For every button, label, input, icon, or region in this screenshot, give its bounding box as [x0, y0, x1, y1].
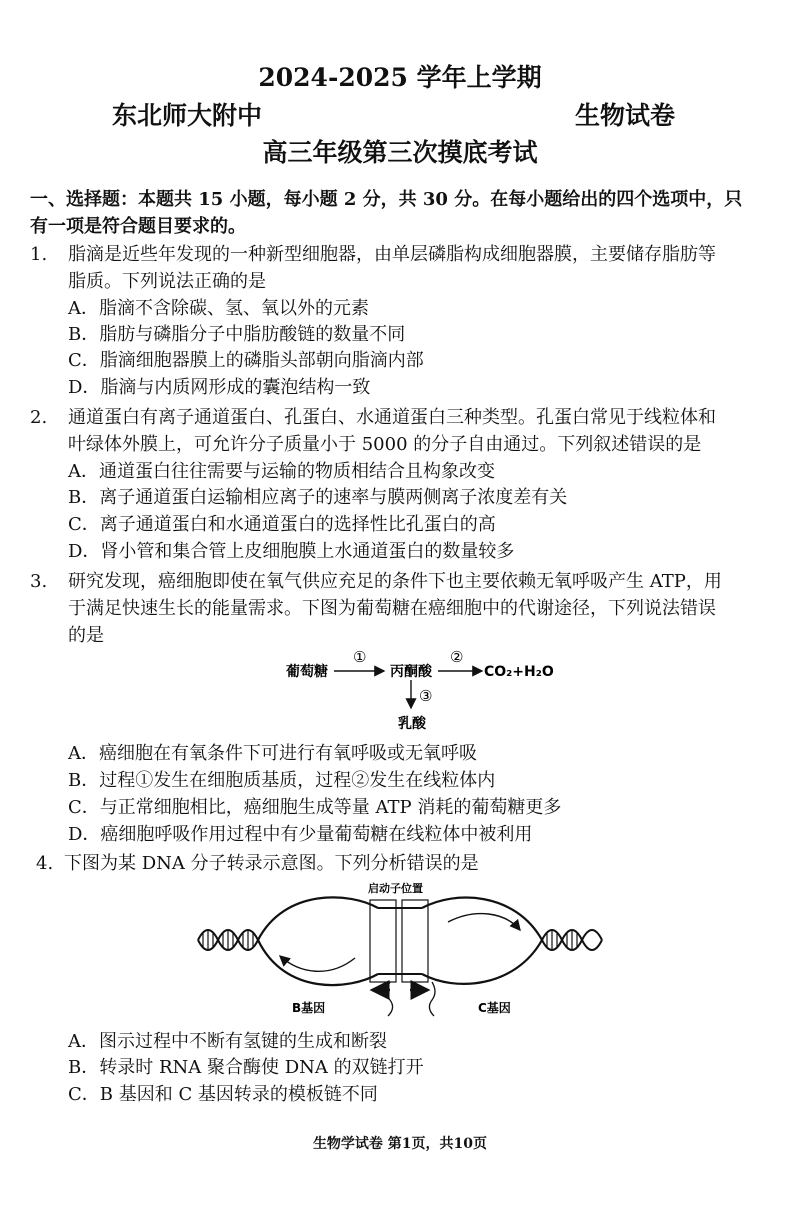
section-heading-line2: 有一项是符合题目要求的。 [30, 216, 246, 237]
step-2-marker: ② [450, 648, 464, 666]
question-number: 2. [30, 407, 48, 428]
rna-arrow-left [280, 956, 355, 971]
question-number: 3. [30, 571, 48, 592]
rna-arrow-right [448, 914, 520, 930]
question-stem-line: 通道蛋白有离子通道蛋白、孔蛋白、水通道蛋白三种类型。孔蛋白常见于线粒体和 [68, 407, 716, 428]
co2-water-label: CO₂+H₂O [484, 664, 554, 680]
school-name: 东北师大附中 [112, 101, 263, 130]
promoter-box-right [402, 900, 428, 982]
bubble-left-top-strand [258, 897, 378, 940]
answer-option: C．与正常细胞相比，癌细胞生成等量 ATP 消耗的葡萄糖更多 [68, 797, 562, 818]
answer-option: D．脂滴与内质网形成的囊泡结构一致 [68, 377, 371, 398]
answer-option: B．转录时 RNA 聚合酶使 DNA 的双链打开 [68, 1057, 424, 1078]
exam-name: 高三年级第三次摸底考试 [262, 138, 538, 167]
subject-name: 生物试卷 [575, 101, 676, 130]
answer-option: C．脂滴细胞器膜上的磷脂头部朝向脂滴内部 [68, 350, 424, 371]
rna-tail-right [429, 982, 435, 1016]
answer-option: B．过程①发生在细胞质基质，过程②发生在线粒体内 [68, 770, 496, 791]
promoter-position-label: 启动子位置 [368, 882, 423, 895]
step-3-marker: ③ [419, 687, 433, 705]
question-stem-line: 叶绿体外膜上，可允许分子质量小于 5000 的分子自由通过。下列叙述错误的是 [68, 434, 702, 455]
question-stem-line: 研究发现，癌细胞即使在氧气供应充足的条件下也主要依赖无氧呼吸产生 ATP，用 [68, 571, 722, 592]
exam-term-title: 2024-2025 学年上学期 [258, 63, 542, 92]
answer-option: B．脂肪与磷脂分子中脂肪酸链的数量不同 [68, 324, 406, 345]
step-1-marker: ① [353, 648, 367, 666]
glucose-label: 葡萄糖 [286, 664, 328, 680]
answer-option: A．通道蛋白往往需要与运输的物质相结合且构象改变 [68, 461, 495, 482]
answer-option: A．脂滴不含除碳、氢、氧以外的元素 [68, 298, 369, 319]
question-number: 1. [30, 244, 48, 265]
answer-option: D．癌细胞呼吸作用过程中有少量葡萄糖在线粒体中被利用 [68, 824, 533, 845]
rna-tail-left [387, 982, 393, 1016]
question-stem-line: 脂质。下列说法正确的是 [68, 271, 266, 292]
page-footer: 生物学试卷 第1页，共10页 [312, 1136, 488, 1152]
question-stem-line: 下图为某 DNA 分子转录示意图。下列分析错误的是 [64, 853, 479, 874]
dna-transcription-diagram [180, 878, 620, 1023]
answer-option: C．离子通道蛋白和水通道蛋白的选择性比孔蛋白的高 [68, 514, 496, 535]
promoter-box-left [370, 900, 396, 982]
base-pairs-left [203, 931, 253, 949]
answer-option: C．B 基因和 C 基因转录的模板链不同 [68, 1084, 378, 1105]
gene-b-label: B基因 [292, 1001, 326, 1015]
bubble-left-bottom-strand [258, 940, 378, 985]
question-stem-line: 于满足快速生长的能量需求。下图为葡萄糖在癌细胞中的代谢途径，下列说法错误 [68, 598, 716, 619]
question-stem-line: 脂滴是近些年发现的一种新型细胞器，由单层磷脂构成细胞器膜，主要储存脂肪等 [68, 244, 716, 265]
bubble-right-bottom-strand [422, 940, 542, 984]
section-heading-line1: 一、选择题：本题共 15 小题，每小题 2 分，共 30 分。在每小题给出的四个选项中，只 [30, 189, 743, 210]
bubble-right-top-strand [422, 898, 542, 940]
question-number: 4. [36, 853, 54, 874]
question-stem-line: 的是 [68, 625, 104, 646]
answer-option: B．离子通道蛋白运输相应离子的速率与膜两侧离子浓度差有关 [68, 487, 568, 508]
metabolic-pathway-diagram [280, 642, 560, 738]
answer-option: A．癌细胞在有氧条件下可进行有氧呼吸或无氧呼吸 [68, 743, 477, 764]
lactate-label: 乳酸 [398, 716, 426, 732]
pyruvate-label: 丙酮酸 [390, 664, 432, 680]
gene-c-label: C基因 [478, 1001, 511, 1015]
answer-option: D．肾小管和集合管上皮细胞膜上水通道蛋白的数量较多 [68, 541, 515, 562]
answer-option: A．图示过程中不断有氢键的生成和断裂 [68, 1031, 387, 1052]
